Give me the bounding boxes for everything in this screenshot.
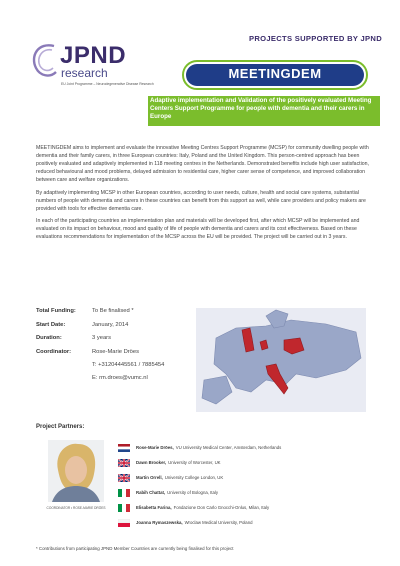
- fact-start-date: [36, 322, 186, 336]
- partner-name: Elisabetta Farina,: [136, 505, 172, 510]
- netherlands-flag-icon: [118, 444, 130, 452]
- fact-value: To Be finalised *: [92, 308, 134, 314]
- list-item: [118, 485, 378, 500]
- coordinator-email[interactable]: E: rm.droes@vumc.nl: [92, 375, 148, 381]
- fact-value: Rose-Marie Dröes: [92, 348, 140, 355]
- fact-value: 3 years: [92, 335, 112, 341]
- list-item: [118, 440, 378, 455]
- partner-detail: University College London, UK: [164, 475, 224, 480]
- logo-tagline: EU Joint Programme – Neurodegenerative Disease Research: [61, 82, 154, 86]
- partner-name: Rose-Marie Dröes,: [136, 445, 174, 450]
- fact-label: Coordinator:: [36, 348, 72, 355]
- list-item: [118, 470, 378, 485]
- list-item: [118, 500, 378, 515]
- fact-coordinator: [36, 349, 186, 363]
- uk-flag-icon: [118, 459, 130, 467]
- coordinator-phone: T: +31204445561 / 7885454: [92, 362, 165, 368]
- footnote: * Contributions from participating JPND Member Countries are currently being finalised for this project: [36, 546, 234, 551]
- fact-duration: [36, 335, 186, 349]
- partner-name: Rabih Chattat,: [136, 490, 166, 495]
- partner-detail: University of Bologna, Italy: [167, 490, 218, 495]
- portrait-caption: COORDINATOR • ROSE-MARIE DRÖES: [46, 506, 106, 510]
- poland-flag-icon: [118, 519, 130, 527]
- jpnd-swirl-icon: [28, 40, 62, 80]
- partner-detail: University of Worcester, UK: [168, 460, 221, 465]
- uk-flag-icon: [118, 474, 130, 482]
- coordinator-portrait: [48, 440, 104, 502]
- fact-label: Start Date:: [36, 321, 66, 328]
- partner-name: Dawn Brooker,: [136, 460, 167, 465]
- description-paragraph: By adaptively implementing MCSP in other European countries, according to user needs, culture, health and social care systems, substantial numbers of people with dementia and carers in these countries can benefit from this support as well, while care providers and policy makers are provided with tools for effective dementia care.: [36, 189, 366, 212]
- logo-title: JPND: [60, 42, 127, 69]
- partner-name: Martin Orrell,: [136, 475, 163, 480]
- project-description: [36, 144, 380, 245]
- description-paragraph: MEETINGDEM aims to implement and evaluate the innovative Meeting Centres Support Programme (MCSP) for community dwelling people with dementia and their family carers, in three European countries: Italy, Poland and the United Kingdom. This person-centred approach has been positively evaluated and adaptively implemented in 118 meeting centres in the Netherlands. Demonstrated benefits include high user satisfaction, reduced behavioural and mood problems, delayed admission to residential care, higher carer sense of competence, and improved collaboration between care and welfare organizations.: [36, 145, 369, 184]
- partner-detail: Wroclaw Medical University, Poland: [184, 520, 253, 525]
- fact-label: Duration:: [36, 335, 62, 341]
- italy-flag-icon: [118, 504, 130, 512]
- list-item: [118, 455, 378, 470]
- project-facts: [36, 308, 186, 388]
- jpnd-logo: [28, 40, 154, 95]
- logo-subtitle: research: [61, 66, 108, 80]
- partner-detail: Fondazione Don Carlo Gnocchi-Onlus, Milan, Italy: [173, 505, 270, 510]
- description-paragraph: In each of the participating countries an implementation plan and materials will be developed first, after which MCSP will be implemented and evaluated on its impact on behaviour, mood and quality of life of people with dementia and carers and its cost effectiveness. Based on these evaluations recommendations for implementation of the MCSP across the EU will be provided. The project will be carried out in 3 years.: [36, 217, 360, 241]
- partners-title: Project Partners:: [36, 424, 85, 430]
- fact-value: January, 2014: [92, 321, 129, 328]
- partner-name: Joanna Rymaszewska,: [136, 520, 183, 525]
- project-full-title: Adaptive implementation and Validation of the positively evaluated Meeting Centers Support Programme for people with dementia and their carers in Europe: [150, 97, 372, 121]
- italy-flag-icon: [118, 489, 130, 497]
- fact-label: Total Funding:: [36, 308, 76, 314]
- partners-list: [118, 440, 378, 530]
- europe-map: [196, 308, 366, 412]
- list-item: [118, 515, 378, 530]
- partner-detail: VU University Medical Center, Amsterdam, Netherlands: [175, 445, 282, 450]
- project-name: MEETINGDEM: [228, 66, 322, 81]
- header-label: PROJECTS SUPPORTED BY JPND: [249, 34, 382, 43]
- fact-funding: [36, 308, 186, 322]
